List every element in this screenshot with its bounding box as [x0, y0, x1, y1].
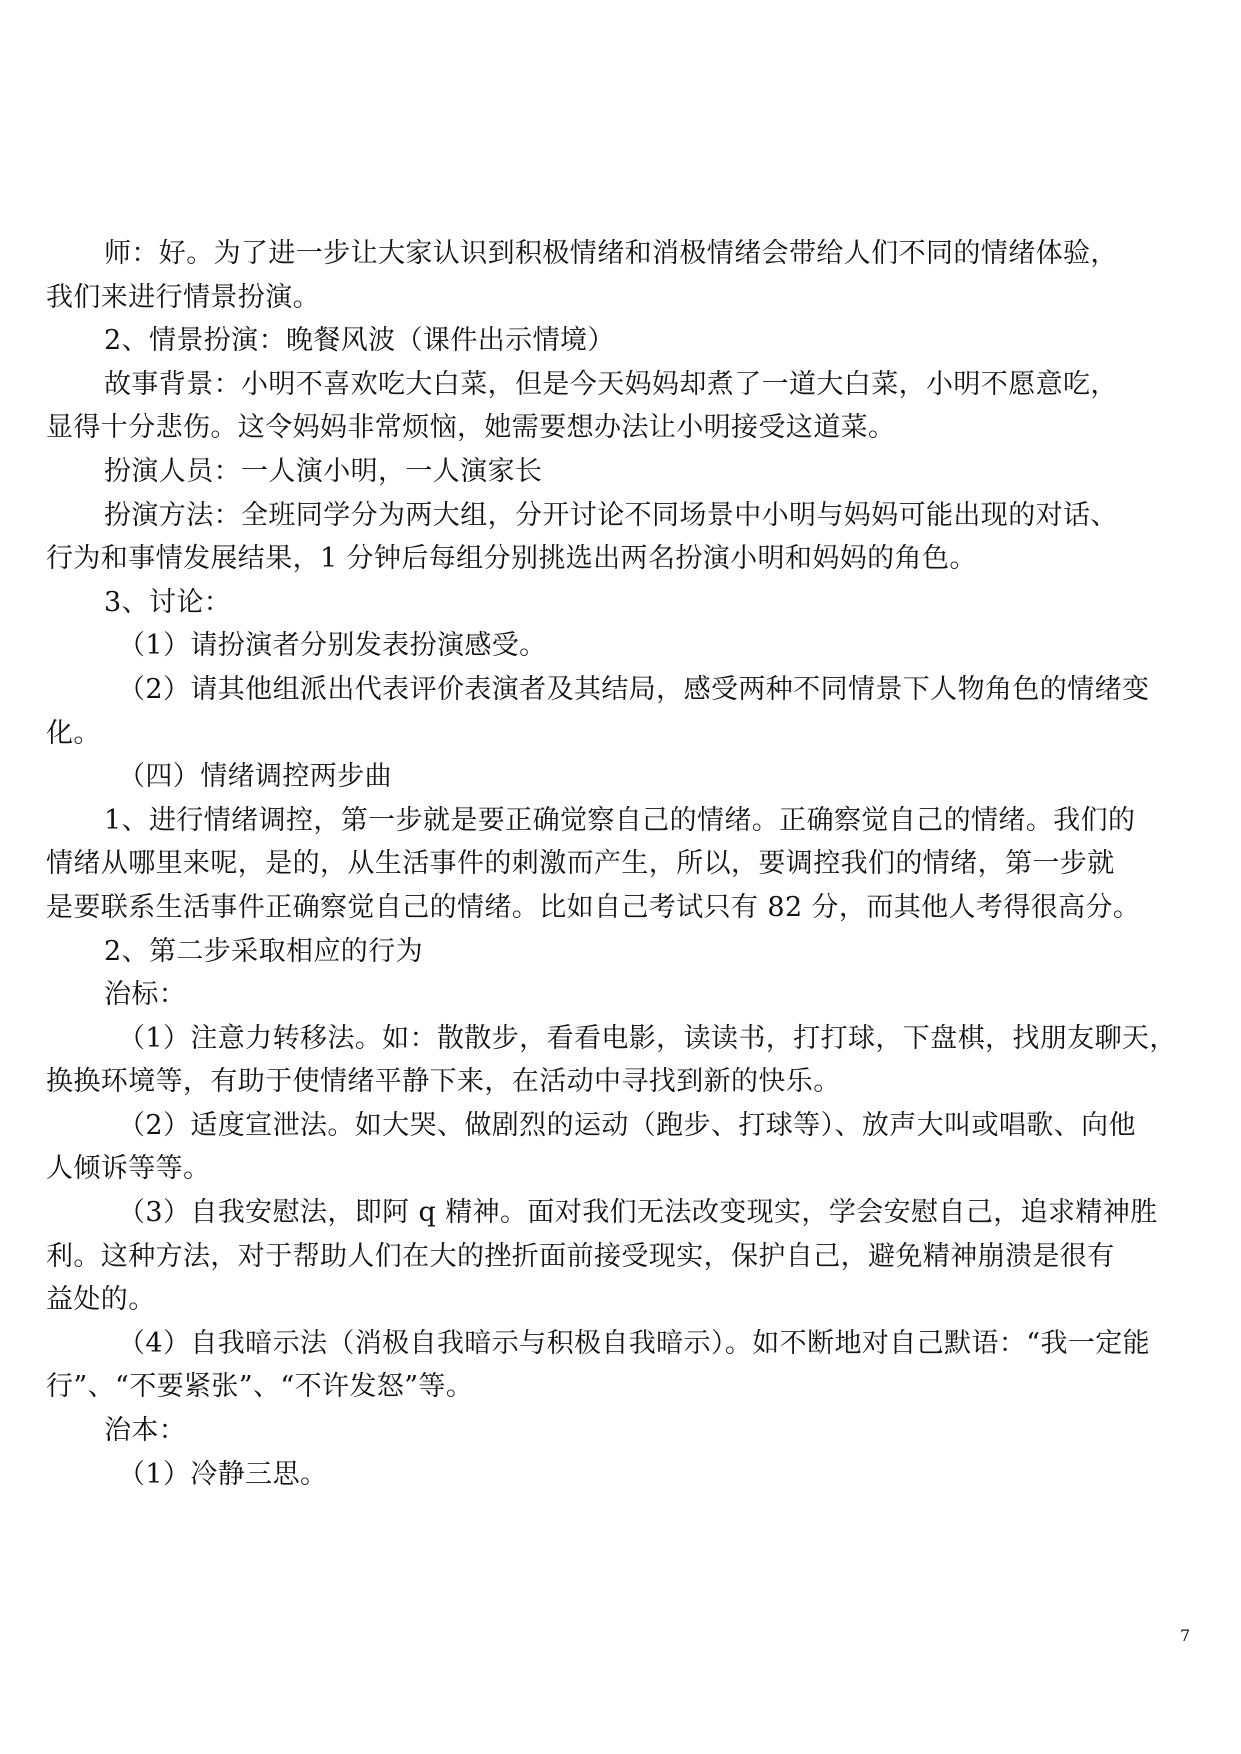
paragraph-line: 师：好。为了进一步让大家认识到积极情绪和消极情绪会带给人们不同的情绪体验， — [104, 238, 1118, 269]
list-item: （2）适度宣泄法。如大哭、做剧烈的运动（跑步、打球等）、放声大叫或唱歌、向他 — [118, 1109, 1136, 1141]
paragraph-line: 化。 — [46, 717, 101, 749]
section-heading: 2、第二步采取相应的行为 — [104, 935, 423, 967]
paragraph-line: 扮演人员：一人演小明，一人演家长 — [104, 455, 543, 487]
subheading: 治标： — [104, 979, 187, 1011]
paragraph-line: 扮演方法：全班同学分为两大组，分开讨论不同场景中小明与妈妈可能出现的对话、 — [104, 499, 1118, 531]
section-heading: 2、情景扮演：晚餐风波（课件出示情境） — [104, 325, 615, 357]
paragraph-line: 是要联系生活事件正确察觉自己的情绪。比如自己考试只有 82 分，而其他人考得很高分。 — [46, 891, 1141, 923]
paragraph-line: 1、进行情绪调控，第一步就是要正确觉察自己的情绪。正确察觉自己的情绪。我们的 — [104, 804, 1136, 836]
subheading: 治本： — [104, 1415, 187, 1447]
paragraph-line: 换换环境等，有助于使情绪平静下来，在活动中寻找到新的快乐。 — [46, 1066, 841, 1098]
list-item: （4）自我暗示法（消极自我暗示与积极自我暗示）。如不断地对自己默语：“我一定能 — [118, 1327, 1151, 1359]
list-item: （1）请扮演者分别发表扮演感受。 — [118, 630, 547, 662]
section-heading: 3、讨论： — [104, 586, 232, 618]
list-item: （2）请其他组派出代表评价表演者及其结局，感受两种不同情景下人物角色的情绪变 — [118, 673, 1150, 705]
paragraph-line: 我们来进行情景扮演。 — [46, 281, 320, 313]
page-number: 7 — [1180, 1626, 1191, 1645]
paragraph-line: 情绪从哪里来呢，是的，从生活事件的刺激而产生，所以，要调控我们的情绪，第一步就 — [46, 848, 1115, 880]
paragraph-line: 人倾诉等等。 — [46, 1153, 211, 1185]
paragraph-line: 利。这种方法，对于帮助人们在大的挫折面前接受现实，保护自己，避免精神崩溃是很有 — [46, 1240, 1115, 1272]
paragraph-line: 行为和事情发展结果，1 分钟后每组分别挑选出两名扮演小明和妈妈的角色。 — [46, 543, 977, 575]
list-item: （1）注意力转移法。如：散散步，看看电影，读读书，打打球，下盘棋，找朋友聊天， — [118, 1022, 1177, 1054]
paragraph-line: 行”、“不要紧张”、“不许发怒”等。 — [46, 1371, 474, 1403]
paragraph-line: 显得十分悲伤。这令妈妈非常烦恼，她需要想办法让小明接受这道菜。 — [46, 412, 896, 444]
section-heading: （四）情绪调控两步曲 — [118, 761, 392, 793]
list-item: （1）冷静三思。 — [118, 1458, 328, 1490]
paragraph-line: 故事背景：小明不喜欢吃大白菜，但是今天妈妈却煮了一道大白菜，小明不愿意吃， — [104, 368, 1118, 400]
document-body — [46, 232, 1196, 1496]
list-item: （3）自我安慰法，即阿 q 精神。面对我们无法改变现实，学会安慰自己，追求精神胜 — [118, 1197, 1158, 1229]
paragraph-line: 益处的。 — [46, 1284, 156, 1316]
